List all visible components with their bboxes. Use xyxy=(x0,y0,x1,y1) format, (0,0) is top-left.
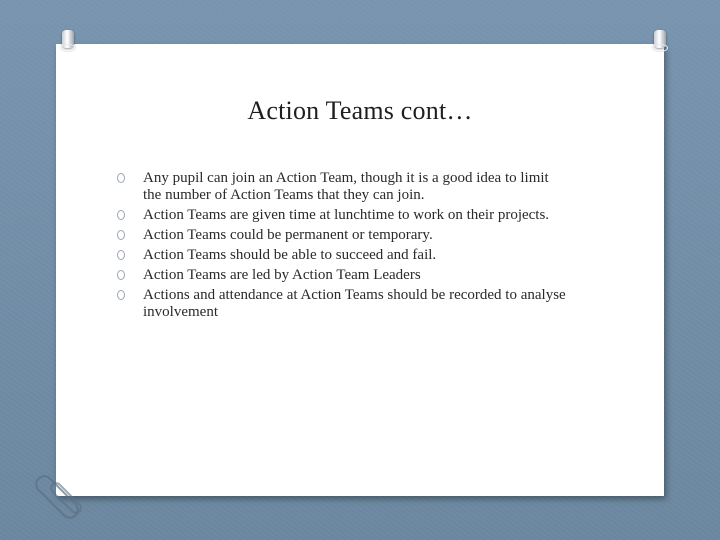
bullet-item xyxy=(117,170,567,204)
bullet-text: Action Teams could be permanent or temporary. xyxy=(143,227,433,243)
bullet-text: Action Teams should be able to succeed and fail. xyxy=(143,247,437,263)
circle-bullet-icon xyxy=(117,210,125,220)
circle-bullet-icon xyxy=(117,270,125,280)
pin-icon xyxy=(60,30,76,48)
bullet-item xyxy=(117,207,567,224)
circle-bullet-icon xyxy=(117,290,125,300)
bullet-item xyxy=(117,247,567,264)
bullet-item xyxy=(117,267,567,284)
bullet-text: Any pupil can join an Action Team, though it is a good idea to limit the number of Action Teams that they can join. xyxy=(143,170,549,203)
bullet-text: Action Teams are given time at lunchtime to work on their projects. xyxy=(143,207,550,223)
pin-icon xyxy=(652,30,668,48)
circle-bullet-icon xyxy=(117,230,125,240)
bullet-text: Action Teams are led by Action Team Leaders xyxy=(143,267,421,283)
slide-title: Action Teams cont… xyxy=(247,96,473,125)
circle-bullet-icon xyxy=(117,173,125,183)
circle-bullet-icon xyxy=(117,250,125,260)
bullet-list xyxy=(117,170,567,324)
bullet-item xyxy=(117,227,567,244)
bullet-item xyxy=(117,287,567,321)
bullet-text: Actions and attendance at Action Teams should be recorded to analyse involvement xyxy=(143,287,566,320)
